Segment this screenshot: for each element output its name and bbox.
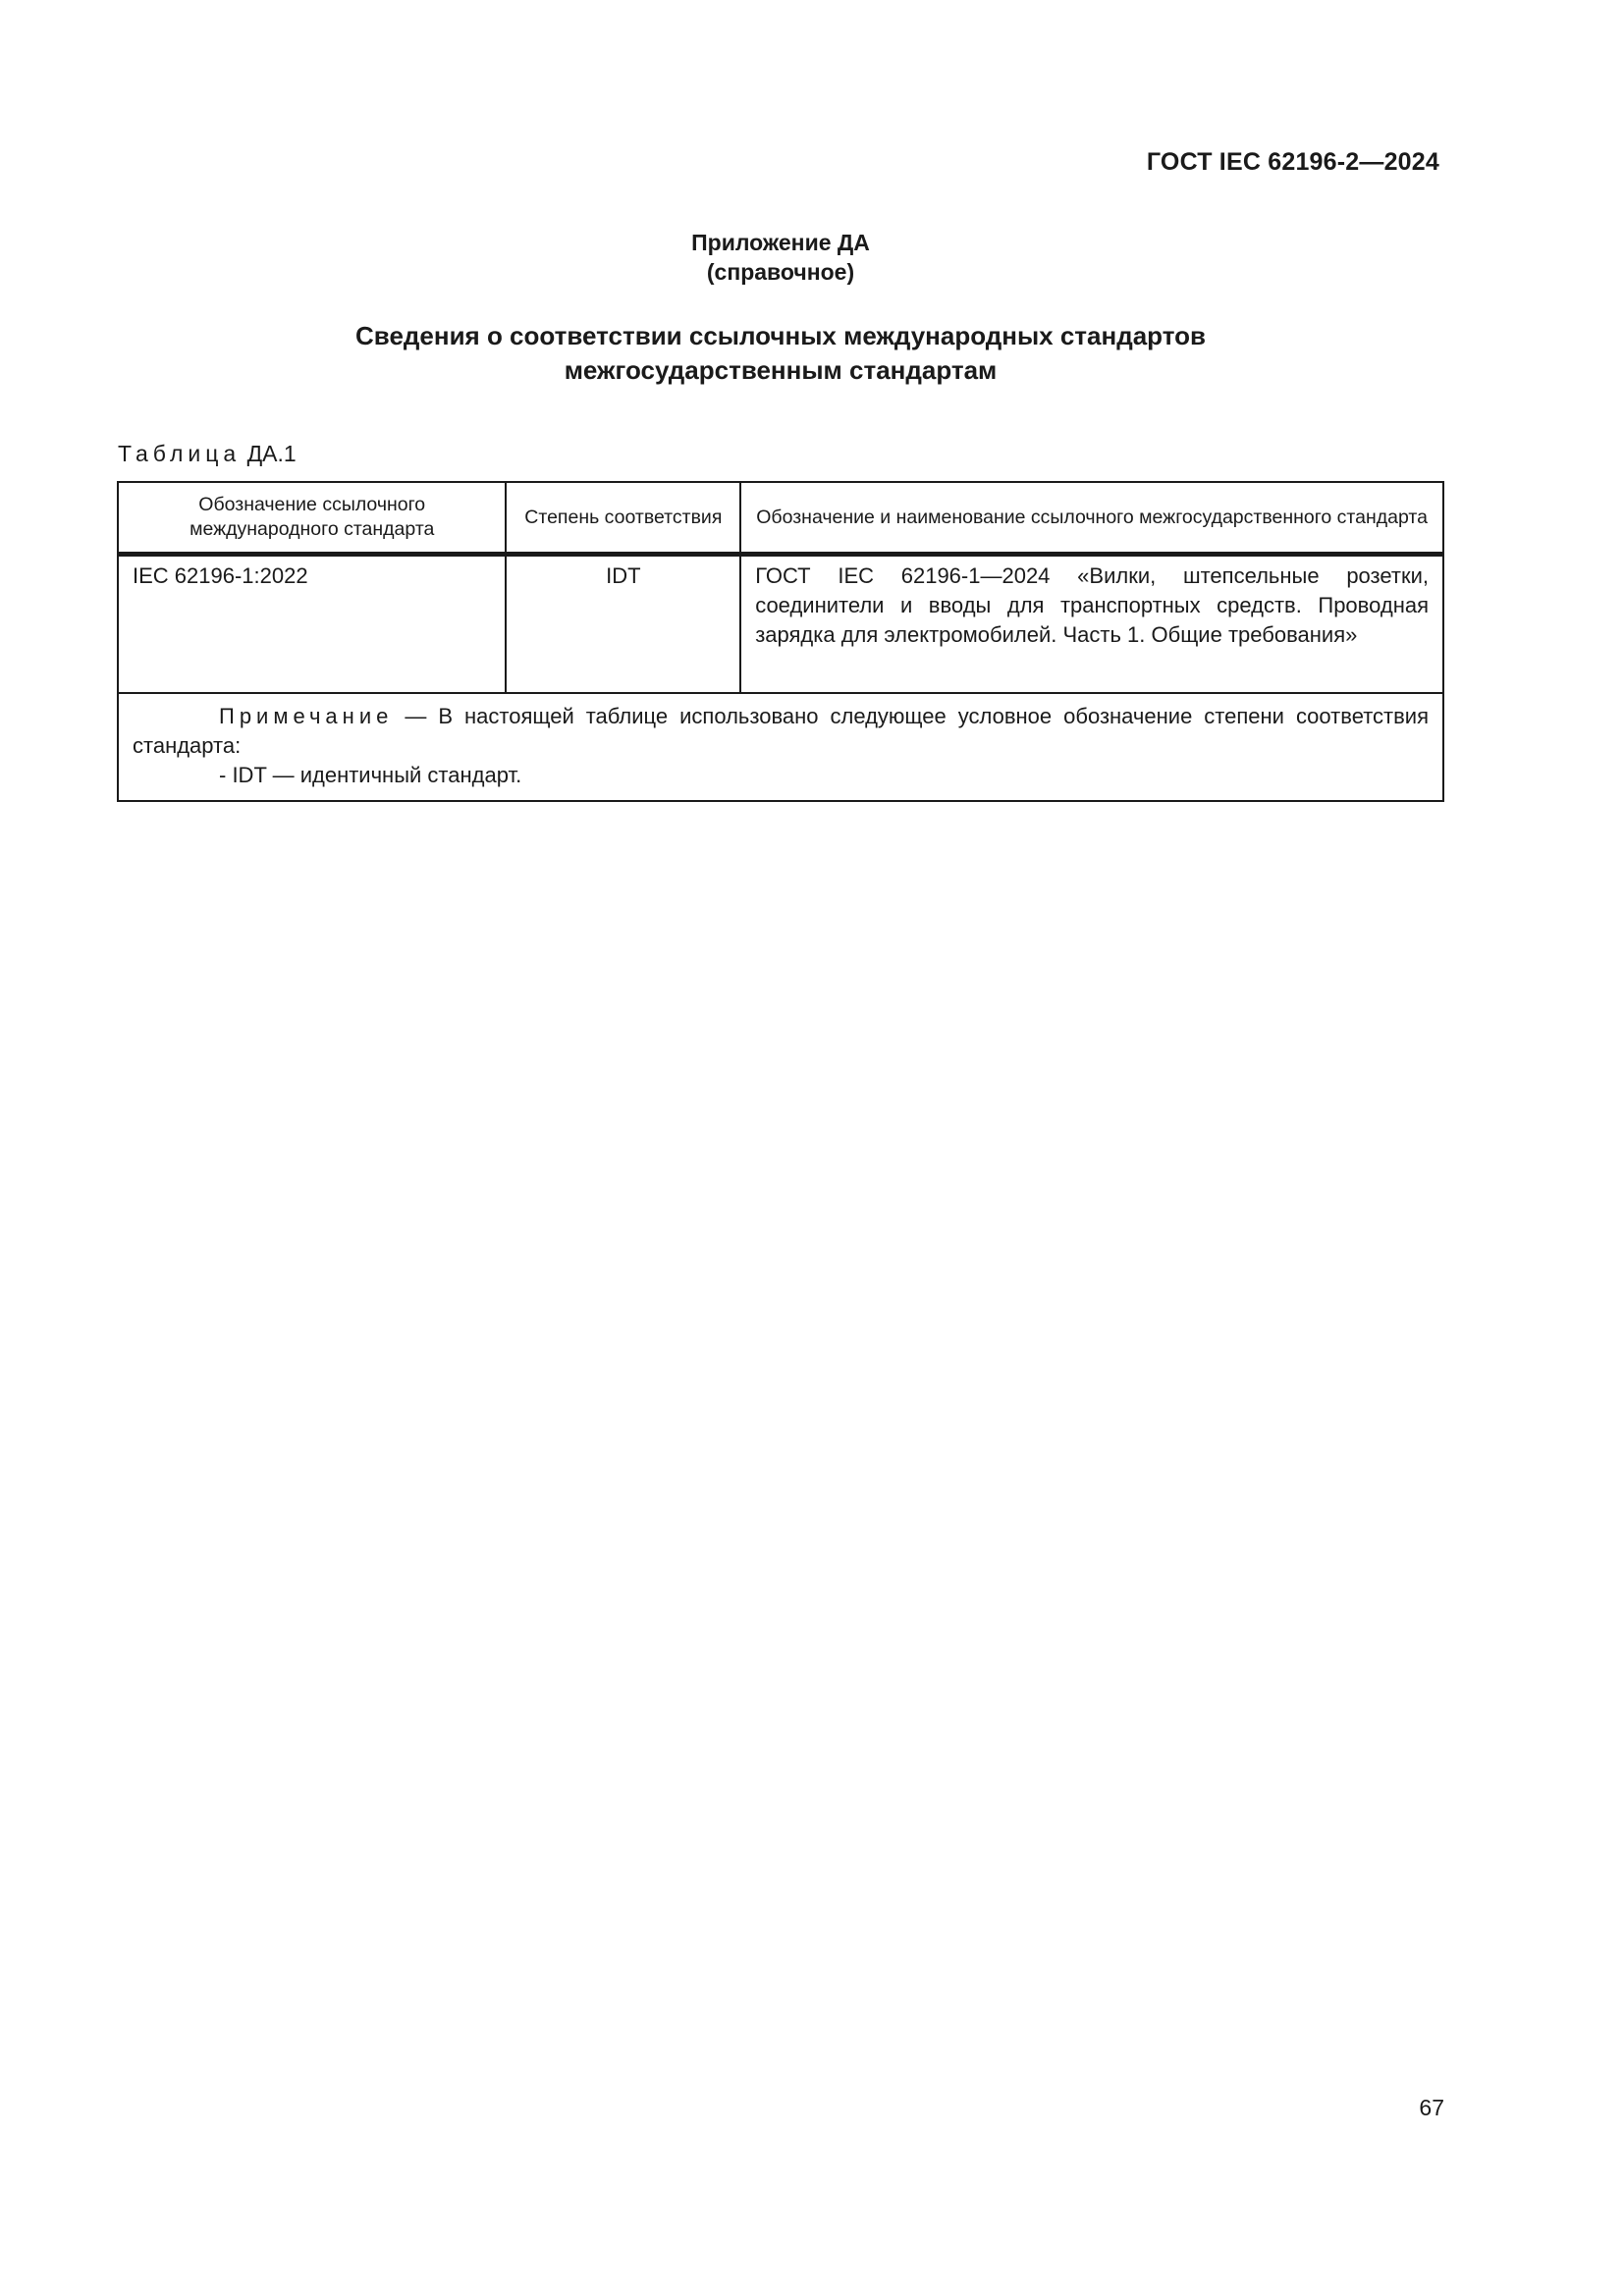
page-number: 67 — [1419, 2095, 1444, 2120]
cell-degree: IDT — [506, 555, 740, 694]
document-code: ГОСТ IEC 62196-2—2024 — [1146, 148, 1439, 176]
annex-title — [0, 319, 1561, 388]
cell-international-standard: IEC 62196-1:2022 — [118, 555, 506, 694]
table-note-row — [118, 693, 1443, 801]
table-note — [118, 693, 1443, 801]
note-text — [133, 702, 1429, 761]
annex-label: Приложение ДА — [691, 230, 870, 255]
cell-interstate-standard: ГОСТ IEC 62196-1—2024 «Вилки, штепсельные розетки, соединители и вводы для транспортных средств. Проводная зарядка для электромобилей. Часть 1. Общие требования» — [740, 555, 1443, 694]
annex-kind: (справочное) — [706, 259, 855, 285]
note-item: - IDT — идентичный стандарт. — [219, 763, 522, 787]
table-caption — [118, 441, 297, 467]
standards-correspondence-table — [117, 481, 1444, 802]
note-label: Примечание — [219, 704, 394, 728]
table-row — [118, 555, 1443, 694]
header-international-standard: Обозначение ссылочного международного стандарта — [118, 482, 506, 555]
table-caption-word: Таблица — [118, 441, 242, 466]
table-header-row — [118, 482, 1443, 555]
table-caption-number: ДА.1 — [246, 441, 297, 466]
note-body: — В настоящей таблице использовано следующее условное обозначение степени соответствия стандарта: — [133, 704, 1429, 758]
header-interstate-standard: Обозначение и наименование ссылочного межгосударственного стандарта — [740, 482, 1443, 555]
annex-title-line-1: Сведения о соответствии ссылочных международных стандартов — [355, 321, 1206, 350]
header-degree-of-correspondence: Степень соответствия — [506, 482, 740, 555]
annex-title-line-2: межгосударственным стандартам — [564, 355, 998, 385]
annex-heading — [0, 228, 1561, 287]
